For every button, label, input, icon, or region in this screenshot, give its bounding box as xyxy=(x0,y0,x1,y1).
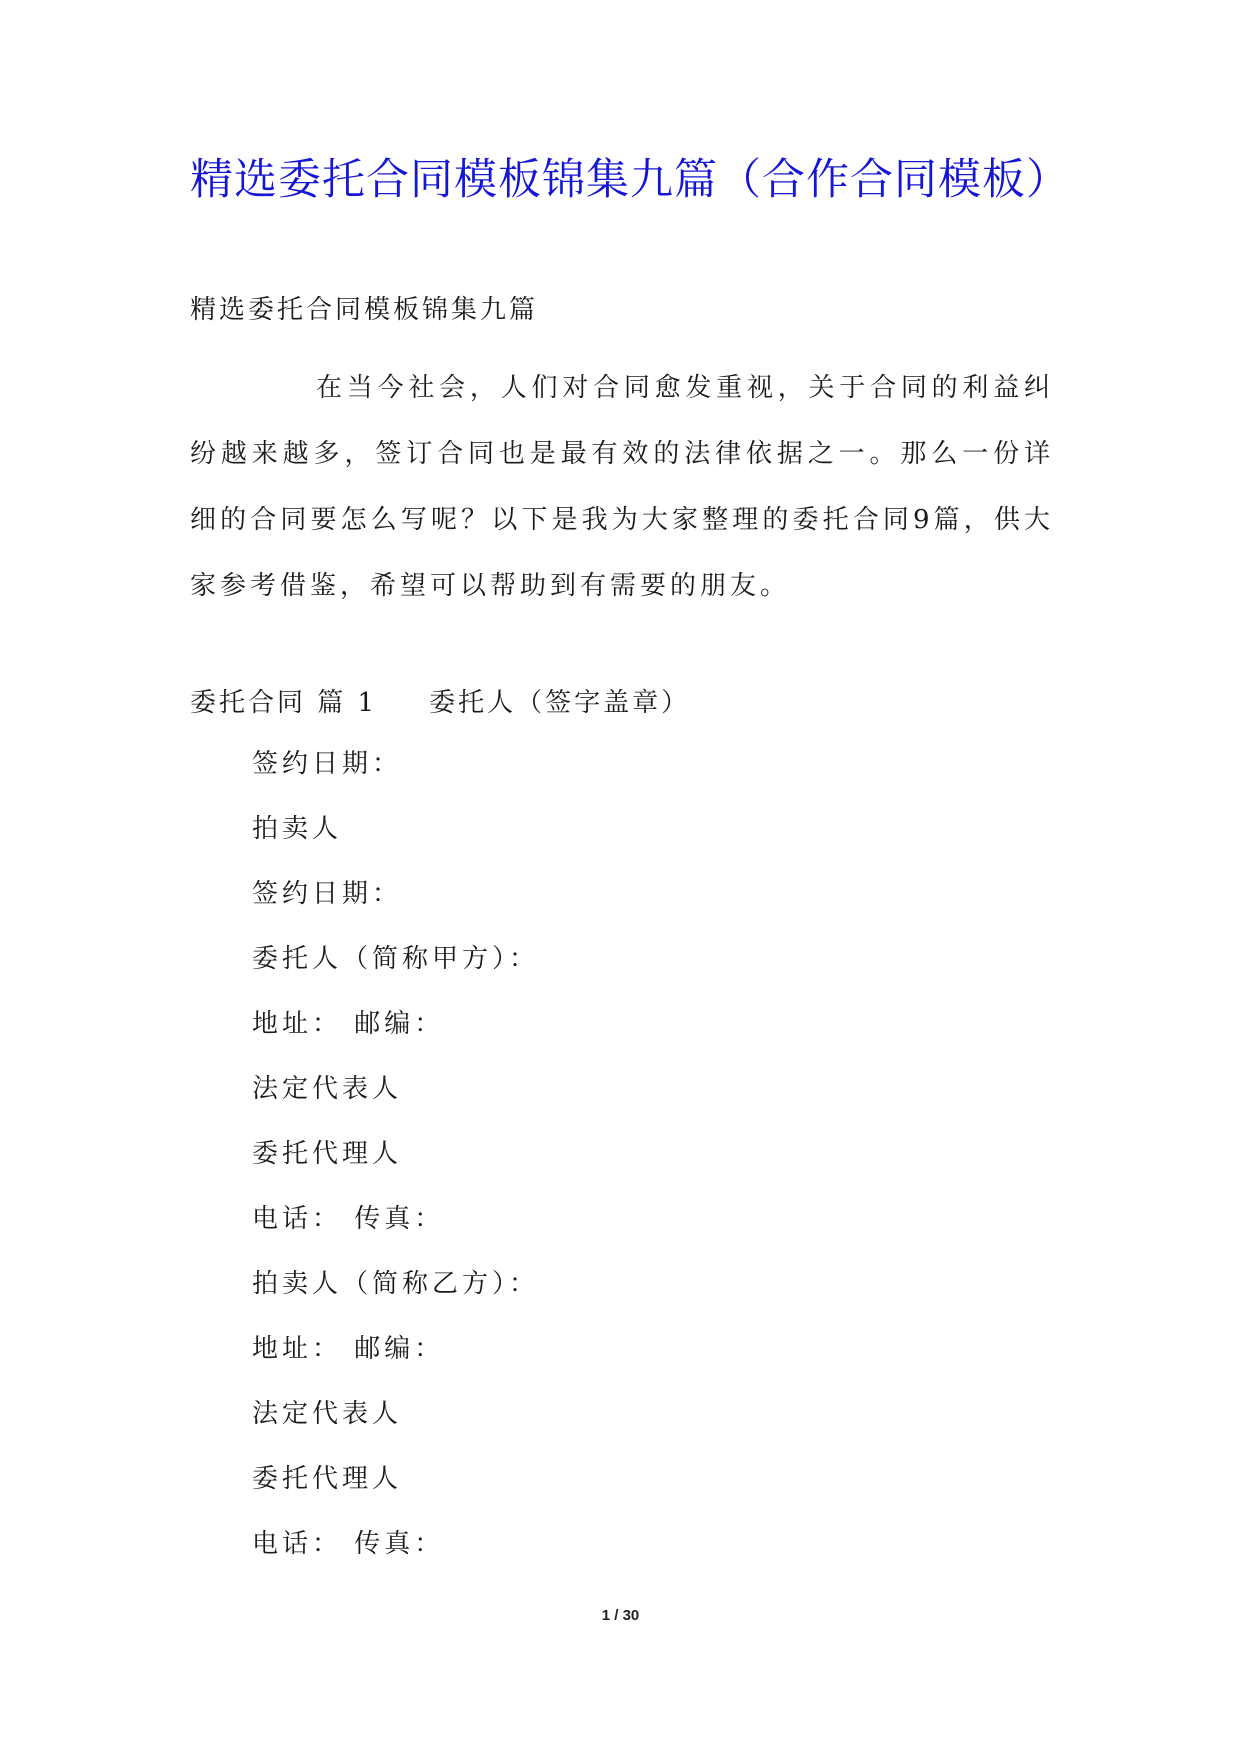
contract-field-line: 电话： 传真： xyxy=(252,1204,445,1234)
contract-field-line: 电话： 传真： xyxy=(252,1529,445,1559)
contract-fields-list xyxy=(252,744,539,1589)
page-number: 1 / 30 xyxy=(601,1607,640,1624)
section-signer: 委托人（签字盖章） xyxy=(429,688,691,718)
contract-field-line: 地址： 邮编： xyxy=(252,1009,445,1039)
contract-field-line: 地址： 邮编： xyxy=(252,1334,445,1364)
contract-field-line: 签约日期： xyxy=(252,749,403,779)
contract-field-line: 拍卖人（简称乙方）： xyxy=(252,1269,540,1299)
contract-field-line: 委托代理人 xyxy=(252,1139,403,1169)
document-title: 精选委托合同模板锦集九篇（合作合同模板） xyxy=(190,155,1070,205)
contract-field-line: 委托人（简称甲方）： xyxy=(252,944,540,974)
document-subtitle: 精选委托合同模板锦集九篇 xyxy=(190,295,539,325)
section-label: 委托合同 篇 1 xyxy=(190,688,378,718)
contract-field-line: 签约日期： xyxy=(252,879,403,909)
contract-field-line: 委托代理人 xyxy=(252,1464,403,1494)
contract-field-line: 拍卖人 xyxy=(252,814,343,844)
contract-field-line: 法定代表人 xyxy=(252,1074,403,1104)
section-heading xyxy=(190,683,690,723)
contract-field-line: 法定代表人 xyxy=(252,1399,403,1429)
intro-paragraph: 在当今社会，人们对合同愈发重视，关于合同的利益纠纷越来越多，签订合同也是最有效的法律依据之一。那么一份详细的合同要怎么写呢？以下是我为大家整理的委托合同9篇，供大家参考借鉴，希望可以帮助到有需要的朋友。 xyxy=(190,373,1054,601)
